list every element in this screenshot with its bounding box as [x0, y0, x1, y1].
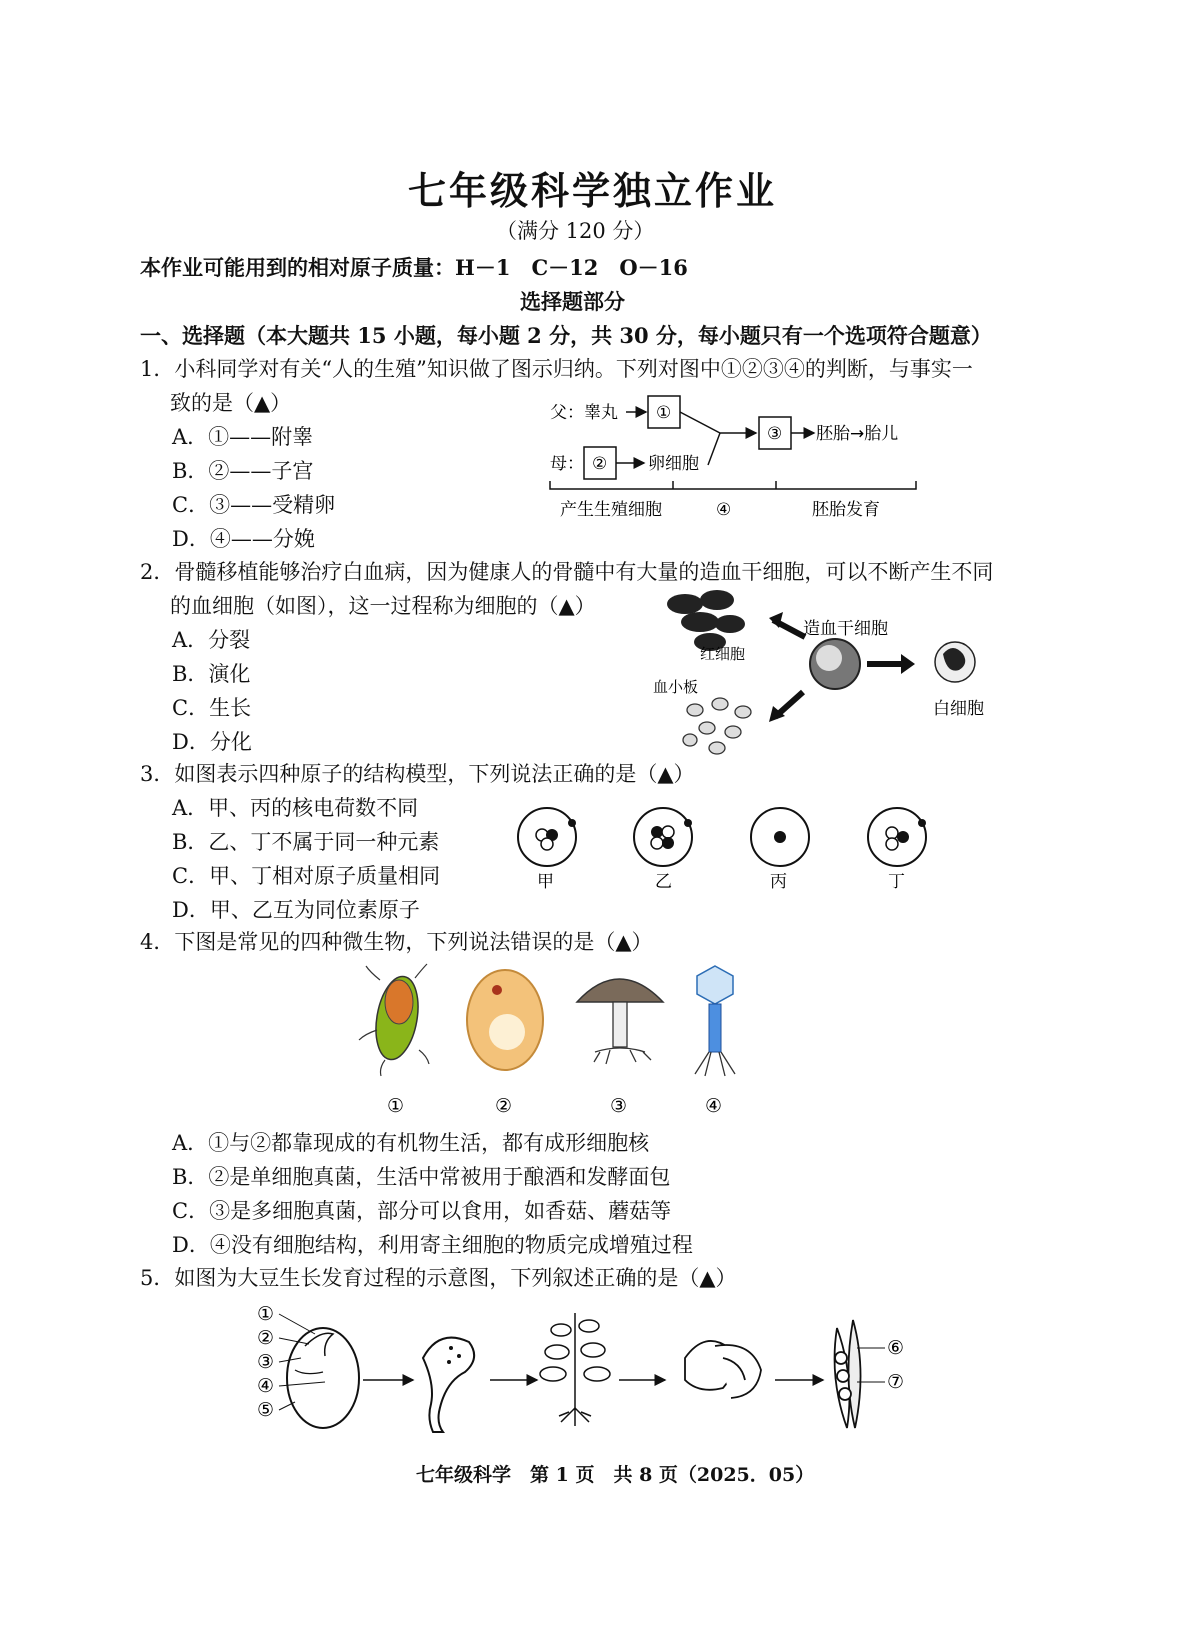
- seed-label-3: ③: [257, 1351, 275, 1373]
- q2-option-a: A．分裂: [172, 628, 251, 652]
- virus-image: [695, 966, 735, 1076]
- q1-option-b: B．②——子宫: [172, 459, 314, 483]
- seed-label-2: ②: [257, 1327, 275, 1349]
- box-1-label: ①: [656, 403, 672, 423]
- seed-label-5: ⑤: [257, 1399, 275, 1421]
- q3-option-b: B．乙、丁不属于同一种元素: [172, 830, 440, 854]
- q2-stem-line2: 的血细胞（如图），这一过程称为细胞的（▲）: [170, 594, 596, 618]
- red-blood-cells-image: [667, 590, 745, 651]
- seed-label-4: ④: [257, 1375, 275, 1397]
- atom-yi-label: 乙: [655, 872, 672, 892]
- pod-label-6: ⑥: [887, 1337, 905, 1359]
- flower-image: [685, 1341, 761, 1398]
- full-score: （满分 120 分）: [496, 219, 655, 243]
- atomic-mass-note: 本作业可能用到的相对原子质量：H－1 C－12 O－16: [140, 255, 688, 280]
- embryo-chain-label: 胚胎→胎儿: [816, 424, 899, 444]
- atom-jia-image: [518, 808, 576, 866]
- seed-label-1: ①: [257, 1303, 275, 1325]
- stage-1-label: 产生生殖细胞: [560, 500, 662, 520]
- pod-label-7: ⑦: [887, 1371, 905, 1393]
- page-title: 七年级科学独立作业: [408, 168, 778, 213]
- q1-option-d: D．④——分娩: [172, 527, 315, 551]
- red-cell-label: 红细胞: [700, 645, 746, 663]
- atom-bing-label: 丙: [770, 872, 787, 892]
- atom-models-diagram: [505, 805, 945, 900]
- micro-1-label: ①: [387, 1095, 405, 1117]
- mother-label: 母：: [550, 454, 584, 474]
- pod-image: [835, 1320, 861, 1428]
- atom-ding-image: [868, 808, 926, 866]
- atom-jia-label: 甲: [537, 872, 554, 892]
- box-2-label: ②: [592, 454, 608, 474]
- father-label: 父：睾丸: [550, 403, 618, 423]
- platelet-label: 血小板: [653, 678, 699, 696]
- bacterium-image: [359, 964, 429, 1076]
- seedling-image: [423, 1338, 474, 1432]
- atom-bing-image: [751, 808, 809, 866]
- egg-label: 卵细胞: [648, 454, 699, 474]
- soybean-growth-diagram: [245, 1298, 925, 1438]
- atom-ding-label: 丁: [888, 872, 905, 892]
- platelets-image: [683, 698, 751, 754]
- seed-image: [287, 1328, 359, 1428]
- q2-option-c: C．生长: [172, 696, 252, 720]
- q1-stem-line1: 1．小科同学对有关“人的生殖”知识做了图示归纳。下列对图中①②③④的判断，与事实一: [140, 357, 973, 381]
- q2-option-b: B．演化: [172, 662, 251, 686]
- q2-option-d: D．分化: [172, 730, 252, 754]
- mushroom-image: [577, 979, 663, 1064]
- q4-option-a: A．①与②都靠现成的有机物生活，都有成形细胞核: [172, 1131, 650, 1155]
- stem-cell-label: 造血干细胞: [803, 619, 888, 639]
- micro-4-label: ④: [705, 1095, 723, 1117]
- reproduction-diagram: [540, 385, 930, 530]
- micro-3-label: ③: [610, 1095, 628, 1117]
- yeast-image: [467, 970, 543, 1070]
- blood-cell-diagram: [645, 582, 995, 762]
- q3-option-a: A．甲、丙的核电荷数不同: [172, 796, 419, 820]
- q1-option-c: C．③——受精卵: [172, 493, 336, 517]
- soybean-plant-image: [540, 1313, 610, 1426]
- q5-stem: 5．如图为大豆生长发育过程的示意图，下列叙述正确的是（▲）: [140, 1266, 737, 1290]
- q4-option-b: B．②是单细胞真菌，生活中常被用于酿酒和发酵面包: [172, 1165, 671, 1189]
- stage-2-label: ④: [716, 500, 732, 520]
- micro-2-label: ②: [495, 1095, 513, 1117]
- microorganisms-diagram: [355, 960, 775, 1120]
- part-heading: 一、选择题（本大题共 15 小题，每小题 2 分，共 30 分，每小题只有一个选项符合题意）: [140, 323, 992, 348]
- q3-option-d: D．甲、乙互为同位素原子: [172, 898, 420, 922]
- white-cell-label: 白细胞: [933, 699, 984, 719]
- box-3-label: ③: [767, 424, 783, 444]
- q4-option-d: D．④没有细胞结构，利用寄主细胞的物质完成增殖过程: [172, 1233, 693, 1257]
- q2-stem-line1: 2．骨髓移植能够治疗白血病，因为健康人的骨髓中有大量的造血干细胞，可以不断产生不同: [140, 560, 994, 584]
- q1-option-a: A．①——附睾: [172, 425, 314, 449]
- stage-3-label: 胚胎发育: [812, 500, 880, 520]
- q1-stem-line2: 致的是（▲）: [170, 391, 292, 415]
- q3-stem: 3．如图表示四种原子的结构模型，下列说法正确的是（▲）: [140, 762, 695, 786]
- q3-option-c: C．甲、丁相对原子质量相同: [172, 864, 441, 888]
- q4-stem: 4．下图是常见的四种微生物，下列说法错误的是（▲）: [140, 930, 653, 954]
- page-footer: 七年级科学 第 1 页 共 8 页（2025．05）: [416, 1464, 815, 1486]
- section-title: 选择题部分: [520, 289, 625, 314]
- atom-yi-image: [634, 808, 692, 866]
- q4-option-c: C．③是多细胞真菌，部分可以食用，如香菇、蘑菇等: [172, 1199, 672, 1223]
